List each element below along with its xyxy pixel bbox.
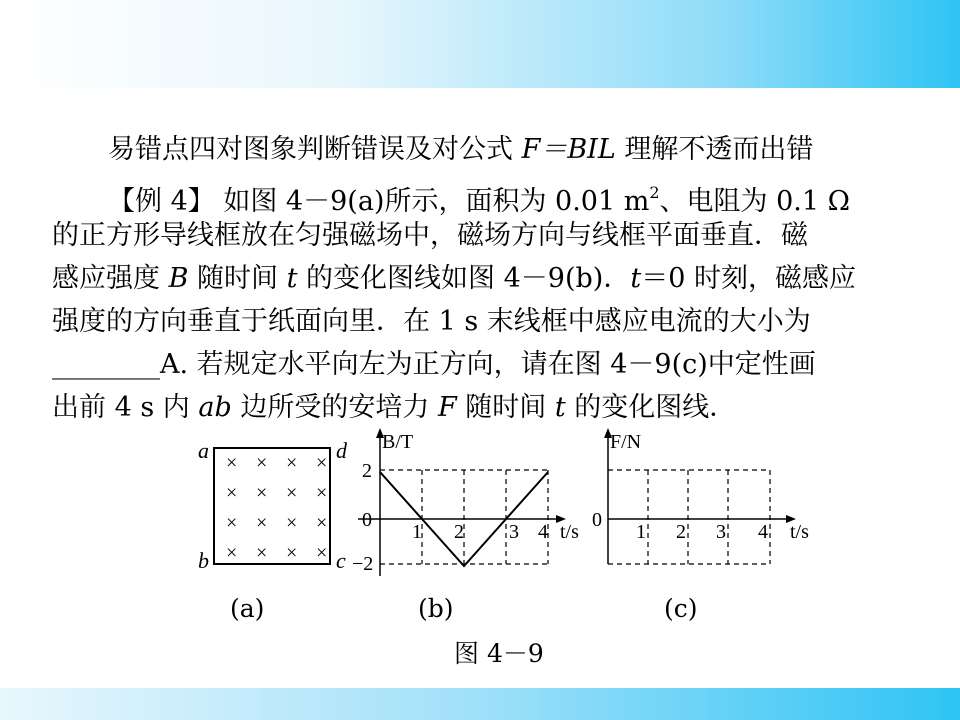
field-marks	[226, 452, 327, 564]
graph-c-grid	[608, 470, 770, 564]
graph-b-grid	[380, 470, 548, 564]
graph-c-origin: 0	[592, 509, 602, 531]
problem-line-2: 的正方形导线框放在匀强磁场中，磁场方向与线框平面垂直．磁	[52, 220, 808, 251]
answer-blank: ________	[52, 349, 160, 380]
problem-line-3: 感应强度 B 随时间 t 的变化图线如图 4－9(b)．t＝0 时刻，磁感应	[52, 263, 856, 294]
graph-b-ytick-2: 2	[362, 460, 372, 482]
field-mark: ×	[316, 542, 328, 564]
header-band	[0, 0, 960, 88]
graph-b-xtick-2: 2	[454, 521, 464, 543]
graph-c-xtick-3: 3	[716, 521, 726, 543]
graph-b-xtick-3: 3	[509, 521, 519, 543]
graph-b	[352, 428, 579, 576]
label-a: (a)	[230, 594, 265, 623]
heading-line: 易错点四对图象判断错误及对公式 F＝BIL 理解不透而出错	[108, 134, 814, 165]
field-mark: ×	[256, 482, 268, 504]
figure-a-loop	[198, 438, 348, 573]
corner-b: b	[198, 548, 209, 573]
label-b: (b)	[418, 594, 454, 623]
graph-c-xtick-4: 4	[758, 521, 768, 543]
field-mark: ×	[226, 542, 238, 564]
corner-a: a	[198, 438, 209, 463]
graph-c-xtick-2: 2	[676, 521, 686, 543]
graph-c-ylabel: F/N	[610, 431, 642, 453]
label-c: (c)	[664, 594, 698, 623]
field-mark: ×	[286, 542, 298, 564]
graph-b-ytick-0: 0	[362, 509, 372, 531]
field-mark: ×	[286, 512, 298, 534]
graph-b-xtick-1: 1	[412, 521, 422, 543]
corner-c: c	[336, 548, 346, 573]
graph-c-xtick-1: 1	[636, 521, 646, 543]
figure-4-9	[190, 424, 830, 584]
field-mark: ×	[226, 482, 238, 504]
problem-line-5: ________A. 若规定水平向左为正方向，请在图 4－9(c)中定性画	[52, 349, 816, 380]
graph-c	[592, 428, 809, 564]
footer-band	[0, 688, 960, 720]
field-mark: ×	[226, 512, 238, 534]
formula: F＝BIL	[521, 134, 616, 165]
graph-c-xlabel: t/s	[790, 521, 809, 543]
field-mark: ×	[226, 452, 238, 474]
field-mark: ×	[316, 482, 328, 504]
graph-b-xtick-4: 4	[538, 521, 548, 543]
field-mark: ×	[256, 452, 268, 474]
graph-b-ytick-neg2: −2	[352, 553, 374, 575]
problem-line-6: 出前 4 s 内 ab 边所受的安培力 F 随时间 t 的变化图线．	[52, 392, 737, 423]
problem-line-1: 【例 4】 如图 4－9(a)所示，面积为 0.01 $m^2$、电阻为 0.1 Ω	[108, 183, 851, 217]
field-mark: ×	[286, 452, 298, 474]
corner-d: d	[336, 438, 347, 463]
graph-b-ylabel: B/T	[382, 431, 414, 453]
field-mark: ×	[286, 482, 298, 504]
field-mark: ×	[256, 542, 268, 564]
field-mark: ×	[256, 512, 268, 534]
field-mark: ×	[316, 512, 328, 534]
graph-b-xlabel: t/s	[560, 521, 579, 543]
figure-caption: 图 4－9	[454, 639, 544, 668]
problem-text	[52, 128, 912, 429]
problem-line-4: 强度的方向垂直于纸面向里．在 1 s 末线框中感应电流的大小为	[52, 306, 811, 337]
example-label: 【例 4】	[108, 186, 215, 217]
field-mark: ×	[316, 452, 328, 474]
